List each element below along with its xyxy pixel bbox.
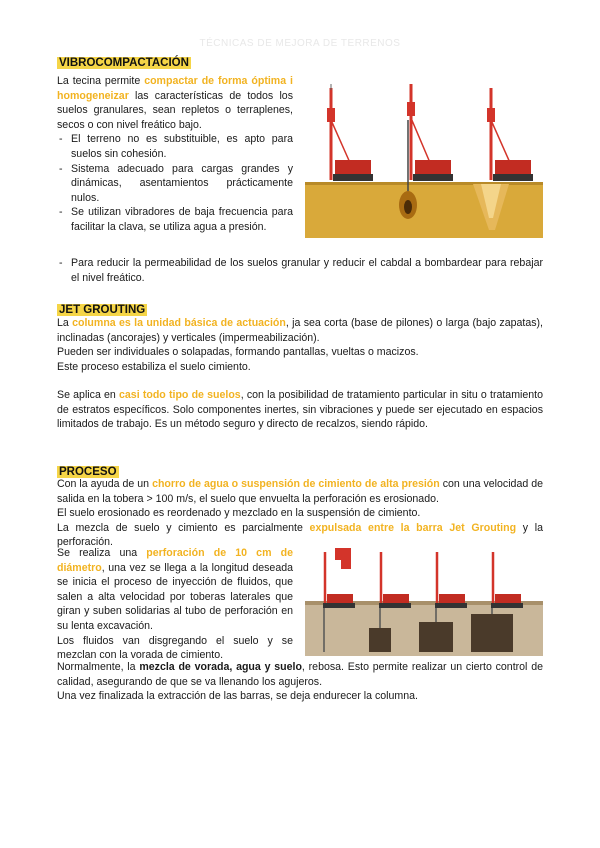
proceso-paragraph-6: Normalmente, la mezcla de vorada, agua y suelo, rebosa. Esto permite realizar un cierto control de calidad, asegurando de que se va llenando los agujeros. xyxy=(57,661,543,688)
jet-paragraph-4: Se aplica en casi todo tipo de suelos, con la posibilidad de tratamiento particular in situ o tratamiento de estratos específicos. Solo componentes inertes, sin vibraciones y puede ser ejecutado en espacios limitados de trabajo. Es un método seguro y directo de recalzos, siendo rápido. xyxy=(57,389,543,431)
proceso-paragraph-5: Los fluidos van disgregando el suelo y se mezclan con la vorada de cimiento. xyxy=(57,634,293,662)
section-heading-jet-grouting: JET GROUTING xyxy=(59,304,146,316)
vibrocompaction-illustration xyxy=(305,80,543,238)
jet-paragraph-1: La columna es la unidad básica de actuación, ja sea corta (base de pilones) o larga (bajo zapatas), inclinadas (ancorajes) y verticales (impermeabilización). xyxy=(57,317,543,344)
list-item: - El terreno no es substituible, es apto para suelos sin cohesión. xyxy=(57,132,293,161)
list-item: - Para reducir la permeabilidad de los suelos granular y reducir el cabdal a bombardear para rebajar el nivel freático. xyxy=(57,256,543,285)
jet-paragraph-3: Este proceso estabiliza el suelo cimiento. xyxy=(57,360,251,373)
vibro-text-block xyxy=(57,74,293,235)
proceso-paragraph-7: Una vez finalizada la extracción de las barras, se deja endurecer la columna. xyxy=(57,690,418,703)
list-item: - Se utilizan vibradores de baja frecuencia para facilitar la clava, se utiliza agua a presión. xyxy=(57,205,293,234)
proceso-side-text xyxy=(57,546,293,663)
vibro-intro: La tecina permite compactar de forma óptima i homogeneizar las características de todos los suelos granulares, sean repletos o terraplenes, secos o con nivel freático bajo. xyxy=(57,75,293,131)
page-title: TÉCNICAS DE MEJORA DE TERRENOS xyxy=(199,38,401,49)
vibro-bullet-list xyxy=(57,132,293,234)
list-item: - Sistema adecuado para cargas grandes y dinámicas, asentamientos prácticamente nulos. xyxy=(57,162,293,206)
proceso-paragraph-1: Con la ayuda de un chorro de agua o suspensión de cimiento de alta presión con una velocidad de salida en la tobera > 100 m/s, el suelo que envuelta la perforación es erosionado. xyxy=(57,478,544,505)
jet-grouting-illustration xyxy=(305,546,543,656)
proceso-paragraph-3: La mezcla de suelo y cimiento es parcialmente expulsada entre la barra Jet Grouting y la perforación. xyxy=(57,521,543,549)
proceso-text-bottom xyxy=(57,660,543,704)
proceso-paragraph-4: Se realiza una perforación de 10 cm de diámetro, una vez se llega a la longitud deseada se inicia el proceso de inyección de fluidos, que salen a alta velocidad por toberas laterales que giran y suben solidarias al tubo de perforación en su lenta excavación. xyxy=(57,547,293,632)
section-heading-vibrocompactacion: VIBROCOMPACTACIÓN xyxy=(59,57,189,69)
section-heading-proceso: PROCESO xyxy=(59,466,117,478)
proceso-paragraph-2: El suelo erosionado es reordenado y mezclado en la suspensión de cimiento. xyxy=(57,507,421,520)
jet-text-block xyxy=(57,316,543,374)
jet-paragraph-2: Pueden ser individuales o solapadas, formando pantallas, vueltas o macizos. xyxy=(57,346,419,359)
proceso-text-block xyxy=(57,477,543,550)
